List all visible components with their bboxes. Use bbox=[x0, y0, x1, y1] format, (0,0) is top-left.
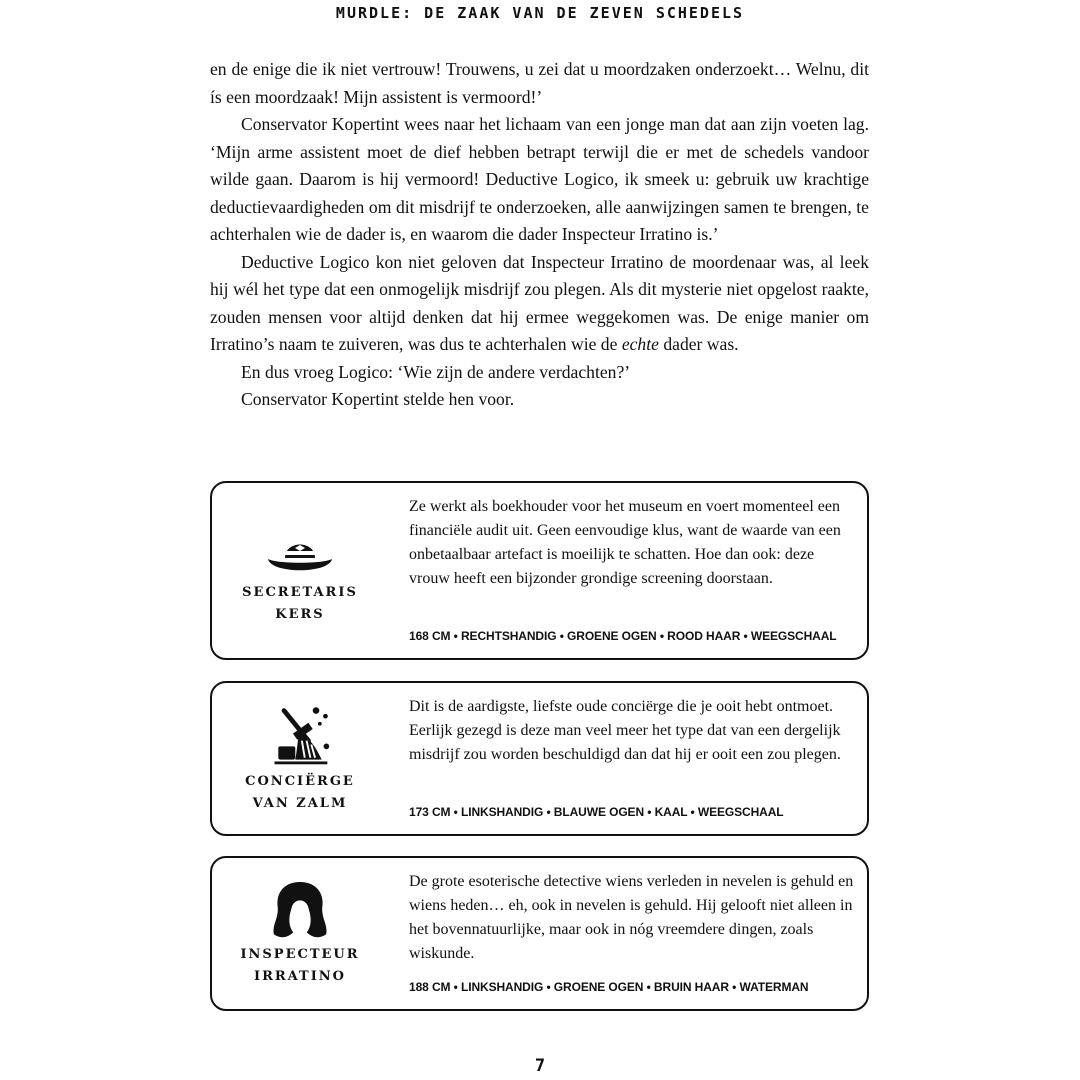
paragraph: En dus vroeg Logico: ‘Wie zijn de andere verdachten?’ bbox=[241, 361, 631, 382]
running-title: MURDLE: DE ZAAK VAN DE ZEVEN SCHEDELS bbox=[335, 4, 745, 22]
paragraph: Conservator Kopertint stelde hen voor. bbox=[241, 389, 515, 409]
emphasis-text: echte bbox=[621, 334, 659, 354]
sun-hat-icon bbox=[265, 524, 335, 580]
suspect-name: INSPECTEUR IRRATINO bbox=[240, 946, 360, 984]
paragraph-text: Deductive Logico kon niet geloven dat Inspecteur Irratino de moordenaar was, al leek hij wél het type dat een onmogelijk misdrijf zou plegen. Als dit mysterie niet opgelost raakte, zouden mensen voor altijd denken dat hij ermee weggekomen was. De enige manier om Irratino’s naam te zuiveren, was dus te achterhalen wie de bbox=[210, 251, 869, 354]
suspect-identity bbox=[212, 683, 388, 834]
paragraph: Conservator Kopertint wees naar het lichaam van een jonge man dat aan zijn voeten lag. ‘Mijn arme assistent moet de dief hebben betrapt terwijl die er met de schedels vandoor wilde gaan. Daarom is hij vermoord! Deductive Logico, ik smeek u: gebruik uw krachtige deductievaardigheden om dit misdrijf te onderzoeken, alle aanwijzingen samen te brengen, te achterhalen wie de dader is, en waarom die dader Inspecteur Irratino is.’ bbox=[210, 114, 869, 244]
suspect-name: CONCIËRGE VAN ZALM bbox=[245, 773, 355, 811]
paragraph bbox=[210, 249, 869, 359]
paragraph: en de enige die ik niet vertrouw! Trouwens, u zei dat u moordzaken onderzoekt… Welnu, dit ís een moordzaak! Mijn assistent is vermoord!’ bbox=[210, 59, 869, 107]
page-number: 7 bbox=[534, 1056, 546, 1076]
paragraph-text: dader was. bbox=[658, 334, 739, 354]
suspect-name: SECRETARIS KERS bbox=[242, 584, 358, 622]
suspect-identity bbox=[212, 858, 388, 1009]
suspect-traits: 168 CM • RECHTSHANDIG • GROENE OGEN • ROOD HAAR • WEEGSCHAAL bbox=[409, 629, 837, 643]
suspect-description: Dit is de aardigste, liefste oude conciërge die je ooit hebt ontmoet. Eerlijk gezegd is deze man veel meer het type dat van een dergelijk misdrijf zou worden beschuldigd dan dat hij er ooit een zou plegen. bbox=[409, 698, 841, 763]
mop-bucket-icon bbox=[265, 703, 335, 769]
suspect-traits: 173 CM • LINKSHANDIG • BLAUWE OGEN • KAAL • WEEGSCHAAL bbox=[409, 805, 784, 819]
suspect-identity bbox=[212, 483, 388, 662]
long-hair-icon bbox=[265, 880, 335, 942]
suspect-card-irratino bbox=[210, 856, 869, 1011]
suspect-card-kers bbox=[210, 481, 869, 660]
suspect-description: Ze werkt als boekhouder voor het museum en voert momenteel een financiële audit uit. Geen eenvoudige klus, want de waarde van een onbetaalbaar artefact is moeilijk te schatten. Hoe dan ook: deze vrouw heeft een bijzonder grondige screening doorstaan. bbox=[409, 498, 841, 587]
suspect-description: De grote esoterische detective wiens verleden in nevelen is gehuld en wiens heden… eh, ook in nevelen is gehuld. Hij gelooft niet alleen in het bovennatuurlijke, maar ook in nóg vreemdere dingen, zoals wiskunde. bbox=[409, 873, 854, 962]
suspect-traits: 188 CM • LINKSHANDIG • GROENE OGEN • BRUIN HAAR • WATERMAN bbox=[409, 980, 809, 994]
suspect-card-van-zalm bbox=[210, 681, 869, 836]
body-text bbox=[210, 56, 869, 414]
